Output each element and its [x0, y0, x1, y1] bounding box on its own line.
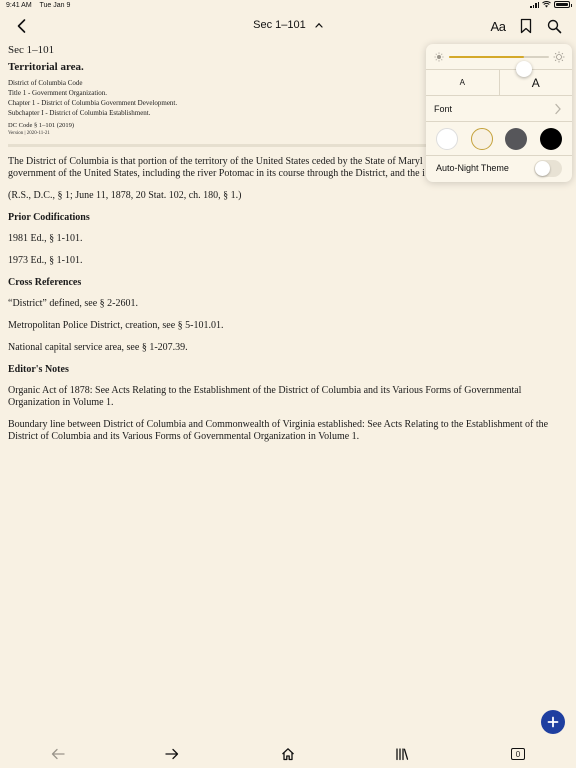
brightness-slider[interactable] [449, 56, 549, 58]
toggle-knob [535, 161, 550, 176]
meta-line: Chapter 1 - District of Columbia Government Development. [8, 99, 178, 107]
home-icon [281, 747, 295, 761]
meta-line: Title 1 - Government Organization. [8, 89, 107, 97]
display-settings-popover [426, 44, 572, 182]
library-button[interactable] [392, 744, 412, 764]
home-button[interactable] [278, 744, 298, 764]
decrease-text-size-button[interactable]: A [426, 70, 500, 95]
cross-reference: “District” defined, see § 2-2601. [8, 298, 138, 309]
search-icon [547, 19, 562, 34]
font-picker-row[interactable] [426, 96, 572, 122]
section-heading: Territorial area. [8, 61, 84, 73]
meta-line: District of Columbia Code [8, 79, 83, 87]
theme-gray-button[interactable] [505, 128, 527, 150]
font-label: Font [434, 104, 453, 114]
editors-note: Boundary line between District of Columbia and Commonwealth of Virginia established: See Acts Relating to the Establishment of the District of Columbia and its Various Forms of Governmental Organization in Volume 1. [8, 419, 549, 442]
editors-notes-heading: Editor's Notes [8, 364, 69, 375]
auto-night-row [426, 156, 572, 182]
battery-icon [554, 1, 570, 8]
brightness-high-icon [553, 51, 565, 63]
prior-codification: 1973 Ed., § 1-101. [8, 255, 83, 266]
bottom-toolbar [0, 740, 576, 768]
arrow-left-icon [51, 748, 65, 760]
brightness-slider-fill [449, 56, 524, 58]
section-number: Sec 1–101 [8, 44, 55, 56]
history-citation: (R.S., D.C., § 1; June 11, 1878, 20 Stat. 102, ch. 180, § 1.) [8, 190, 242, 201]
cross-references-heading: Cross References [8, 277, 82, 288]
brightness-low-icon [433, 51, 445, 63]
status-left [6, 2, 76, 9]
increase-text-size-button[interactable]: A [531, 75, 540, 90]
status-bar [0, 0, 576, 12]
body-text-line: The District of Columbia is that portion of the territory of the United States ceded by the State of Maryl government of the United States, including the river Potomac in its course through the District, and the i [8, 156, 425, 179]
cross-reference: Metropolitan Police District, creation, see § 5-101.01. [8, 320, 224, 331]
editors-note: Organic Act of 1878: See Acts Relating to the Establishment of the District of Columbia and its Various Forms of Governmental Organization in Volume 1. [8, 385, 522, 408]
status-time: 9:41 AM [6, 2, 32, 9]
version-label: Version | 2020-11-21 [8, 131, 50, 136]
bookmark-icon [519, 18, 533, 34]
theme-row [426, 122, 572, 156]
meta-line: Subchapter I - District of Columbia Establishment. [8, 109, 151, 117]
theme-sepia-button[interactable] [471, 128, 493, 150]
tabs-button[interactable] [508, 744, 528, 764]
bookmark-button[interactable] [516, 16, 536, 36]
library-icon [395, 747, 409, 761]
history-forward-button[interactable] [162, 744, 182, 764]
add-button[interactable] [541, 710, 565, 734]
status-date: Tue Jan 9 [39, 2, 71, 9]
search-button[interactable] [544, 16, 564, 36]
nav-actions [488, 16, 564, 36]
auto-night-label: Auto-Night Theme [436, 163, 509, 173]
cross-reference: National capital service area, see § 1-207.39. [8, 342, 188, 353]
arrow-right-icon [165, 748, 179, 760]
tabs-icon: 0 [511, 748, 525, 760]
theme-black-button[interactable] [540, 128, 562, 150]
plus-icon [547, 716, 559, 728]
wifi-icon [542, 1, 551, 8]
code-citation: DC Code § 1–101 (2019) [8, 122, 75, 129]
brightness-row [426, 44, 572, 70]
prior-codifications-heading: Prior Codifications [8, 212, 90, 223]
font-settings-button[interactable] [488, 16, 508, 36]
status-right [530, 1, 570, 8]
text-size-row [426, 70, 572, 96]
prior-codification: 1981 Ed., § 1-101. [8, 233, 83, 244]
history-back-button[interactable] [48, 744, 68, 764]
nav-bar [0, 12, 576, 40]
theme-white-button[interactable] [436, 128, 458, 150]
font-settings-label: Aa [490, 18, 506, 34]
chevron-up-icon [315, 22, 323, 28]
nav-title-text: Sec 1–101 [253, 19, 306, 31]
auto-night-toggle[interactable] [534, 160, 562, 177]
chevron-right-icon [554, 103, 562, 115]
cellular-signal-icon [530, 2, 539, 8]
